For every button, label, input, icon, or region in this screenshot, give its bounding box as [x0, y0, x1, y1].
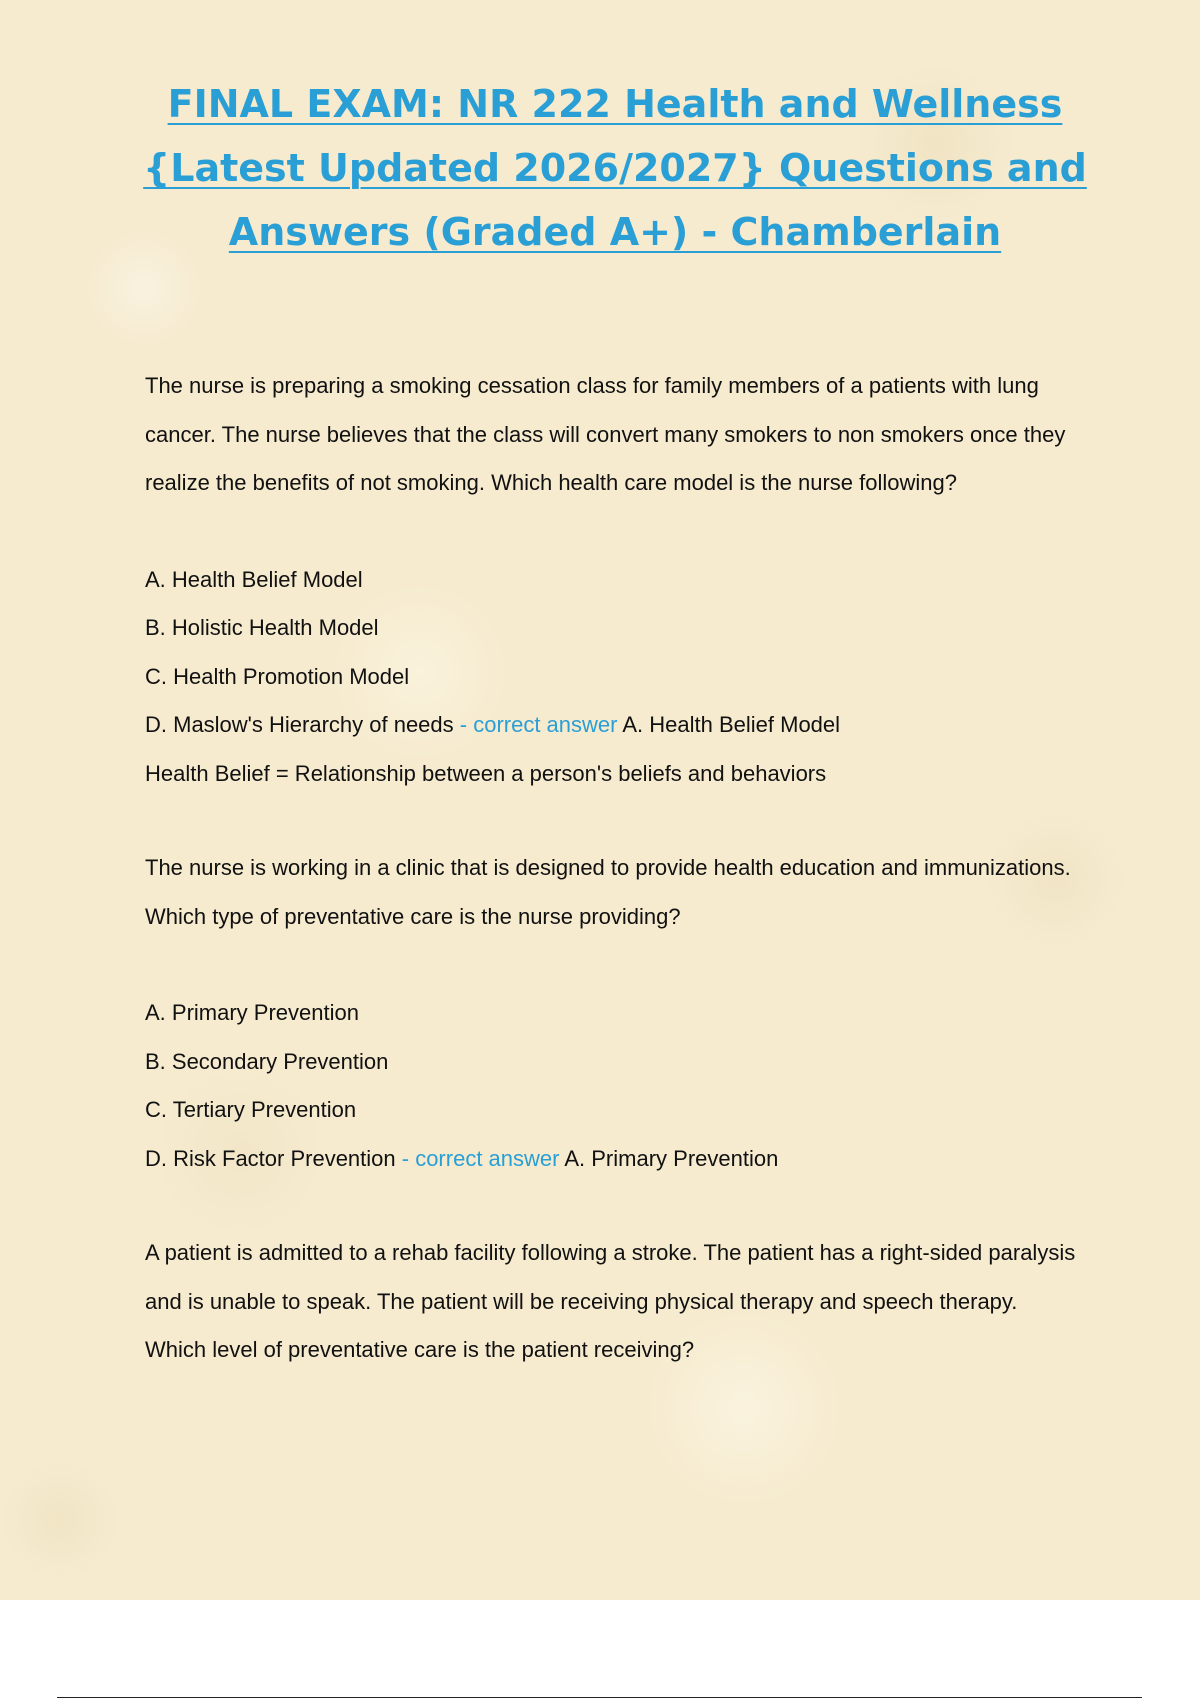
- question-2-option-d: D. Risk Factor Prevention: [145, 1145, 396, 1171]
- question-2: [145, 844, 1080, 1183]
- question-2-options: [145, 989, 1080, 1183]
- question-2-answer: A. Primary Prevention: [564, 1145, 779, 1171]
- title-line-3: Answers (Graded A+) - Chamberlain: [228, 210, 1002, 254]
- question-1-stem: The nurse is preparing a smoking cessation class for family members of a patients with lung cancer. The nurse believes that the class will convert many smokers to non smokers once they realize the benefits of not smoking. Which health care model is the nurse following?: [145, 373, 1066, 495]
- document-body: [145, 362, 1080, 1375]
- question-1-correct-answer-label: - correct answer: [453, 712, 623, 737]
- question-1-explanation: Health Belief = Relationship between a person's beliefs and behaviors: [145, 760, 827, 786]
- question-2-option-b: B. Secondary Prevention: [145, 1048, 389, 1074]
- question-1-option-b: B. Holistic Health Model: [145, 615, 379, 640]
- question-2-option-a: A. Primary Prevention: [145, 1000, 359, 1025]
- question-3-stem: A patient is admitted to a rehab facility following a stroke. The patient has a right-sided paralysis and is unable to speak. The patient will be receiving physical therapy and speech therapy. Which level of preventative care is the patient receiving?: [145, 1240, 1076, 1362]
- title-line-1: FINAL EXAM: NR 222 Health and Wellness: [167, 82, 1063, 126]
- question-2-correct-answer-label: - correct answer: [395, 1145, 565, 1171]
- question-1-option-c: C. Health Promotion Model: [145, 663, 410, 689]
- question-1-option-d-line: [145, 701, 1080, 750]
- title-line-2: {Latest Updated 2026/2027} Questions and: [143, 146, 1087, 190]
- page-divider: [57, 1697, 1142, 1698]
- question-1: [145, 362, 1080, 798]
- question-3: [145, 1229, 1080, 1375]
- document-title: [120, 72, 1110, 264]
- question-2-stem: The nurse is working in a clinic that is designed to provide health education and immunizations. Which type of preventative care is the nurse providing?: [145, 855, 1071, 929]
- question-1-options: [145, 556, 1080, 799]
- question-1-answer: A. Health Belief Model: [622, 712, 841, 737]
- question-2-option-c: C. Tertiary Prevention: [145, 1097, 357, 1122]
- question-1-option-d: D. Maslow's Hierarchy of needs: [145, 712, 454, 737]
- question-2-option-d-line: [145, 1135, 1080, 1184]
- question-1-option-a: A. Health Belief Model: [145, 566, 363, 592]
